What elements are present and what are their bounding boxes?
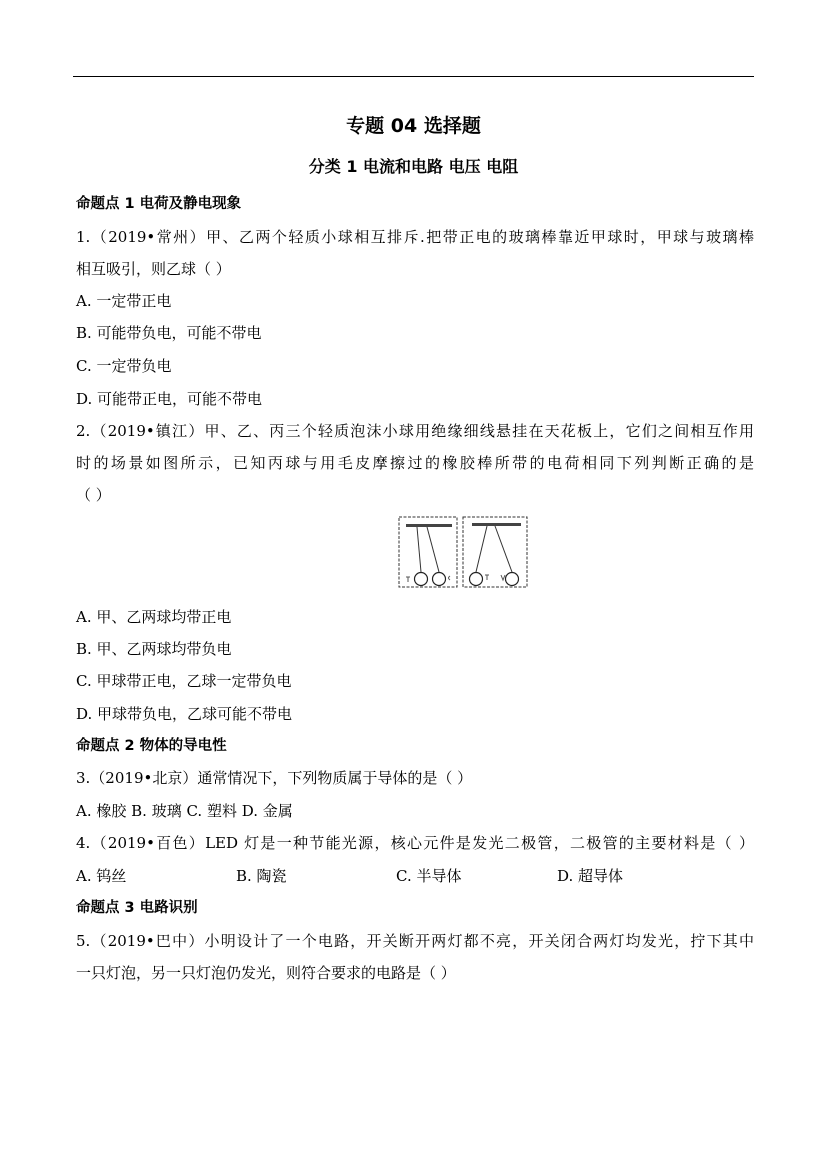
question-3-options: A. 橡胶 B. 玻璃 C. 塑料 D. 金属	[76, 802, 293, 820]
question-4-option-a: A. 钨丝	[76, 867, 127, 885]
question-2-line-2: 时的场景如图所示，已知丙球与用毛皮摩擦过的橡胶棒所带的电荷相同下列判断正确的是	[76, 454, 754, 472]
question-5-line-1: 5.（2019•巴中）小明设计了一个电路，开关断开两灯都不亮，开关闭合两灯均发光，拧下其中	[76, 932, 754, 950]
question-2-line-3: （ ）	[76, 486, 111, 504]
question-1-line-2: 相互吸引，则乙球（ ）	[76, 260, 231, 278]
question-3-line-1: 3.（2019•北京）通常情况下，下列物质属于导体的是（ ）	[76, 769, 473, 787]
page-title: 专题 04 选择题	[346, 115, 481, 137]
question-1-option-a: A. 一定带正电	[76, 292, 172, 310]
section-heading-1: 命题点 1 电荷及静电现象	[76, 196, 242, 212]
question-1-option-c: C. 一定带负电	[76, 357, 172, 375]
question-1-line-1: 1.（2019•常州）甲、乙两个轻质小球相互排斥.把带正电的玻璃棒靠近甲球时，甲球与玻璃棒	[76, 228, 754, 246]
question-2-option-b: B. 甲、乙两球均带负电	[76, 640, 232, 658]
question-4-option-d: D. 超导体	[557, 867, 624, 885]
section-heading-3: 命题点 3 电路识别	[76, 900, 198, 916]
question-5-line-2: 一只灯泡，另一只灯泡仍发光，则符合要求的电路是（ ）	[76, 964, 456, 982]
question-2-option-d: D. 甲球带负电，乙球可能不带电	[76, 705, 293, 723]
question-4-line-1: 4.（2019•百色）LED 灯是一种节能光源，核心元件是发光二极管，二极管的主要材料是（ ）	[76, 834, 754, 852]
section-heading-2: 命题点 2 物体的导电性	[76, 738, 227, 754]
pendulum-balls-figure	[397, 515, 529, 591]
question-2-option-c: C. 甲球带正电，乙球一定带负电	[76, 672, 292, 690]
question-2-option-a: A. 甲、乙两球均带正电	[76, 608, 232, 626]
page-subtitle: 分类 1 电流和电路 电压 电阻	[308, 157, 519, 176]
header-rule	[73, 76, 754, 77]
question-1-option-b: B. 可能带负电，可能不带电	[76, 324, 262, 342]
question-2-line-1: 2.（2019•镇江）甲、乙、丙三个轻质泡沫小球用绝缘细线悬挂在天花板上，它们之间相互作用	[76, 422, 754, 440]
question-1-option-d: D. 可能带正电，可能不带电	[76, 390, 263, 408]
question-4-option-c: C. 半导体	[396, 867, 462, 885]
question-4-option-b: B. 陶瓷	[236, 867, 287, 885]
